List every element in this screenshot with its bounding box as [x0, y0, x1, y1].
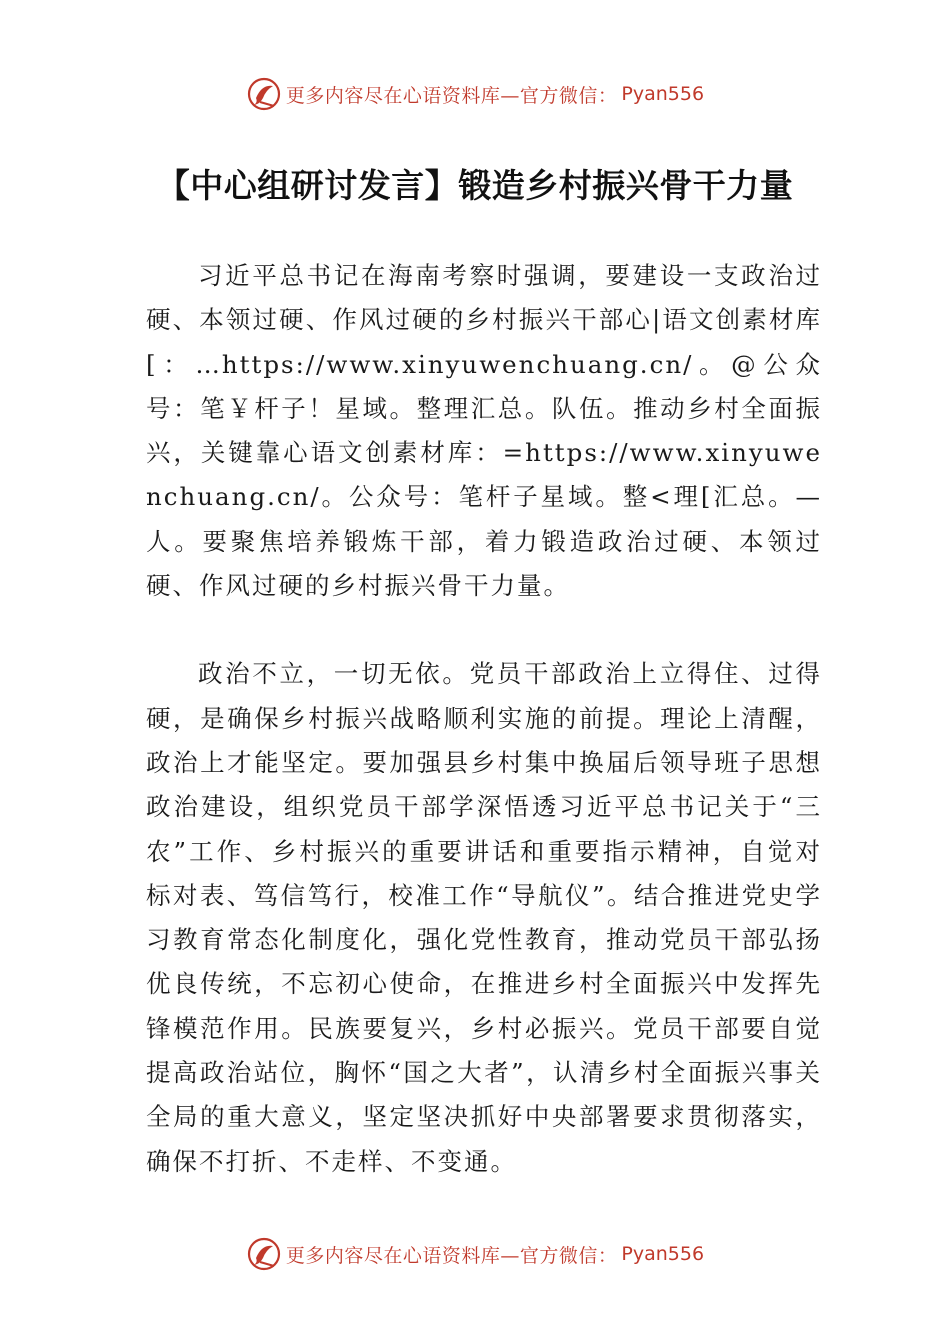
header-banner	[0, 72, 950, 116]
footer-wechat-id: Pyan556	[621, 1243, 705, 1265]
footer-banner-text: 更多内容尽在心语资料库—官方微信：	[285, 1244, 618, 1267]
header-banner-text: 更多内容尽在心语资料库—官方微信：	[285, 84, 618, 107]
footer-banner	[0, 1232, 950, 1276]
paragraph-1: 习近平总书记在海南考察时强调，要建设一支政治过硬、本领过硬、作风过硬的乡村振兴干部心|语文创素材库[：…https://www.xinyuwenchuang.cn/。@公众号：笔￥杆子！星域。整理汇总。队伍。推动乡村全面振兴，关键靠心语文创素材库：=https://www.xinyuwenchuang.cn/。公众号：笔杆子星域。整<理[汇总。—人。要聚焦培养锻炼干部，着力锻造政治过硬、本领过硬、作风过硬的乡村振兴骨干力量。	[146, 261, 822, 601]
brand-logo-icon	[246, 76, 282, 112]
header-wechat-id: Pyan556	[621, 83, 705, 105]
paragraph-2: 政治不立，一切无依。党员干部政治上立得住、过得硬，是确保乡村振兴战略顺利实施的前提。理论上清醒，政治上才能坚定。要加强县乡村集中换届后领导班子思想政治建设，组织党员干部学深悟透习近平总书记关于“三农”工作、乡村振兴的重要讲话和重要指示精神，自觉对标对表、笃信笃行，校准工作“导航仪”。结合推进党史学习教育常态化制度化，强化党性教育，推动党员干部弘扬优良传统，不忘初心使命，在推进乡村全面振兴中发挥先锋模范作用。民族要复兴，乡村必振兴。党员干部要自觉提高政治站位，胸怀“国之大者”，认清乡村全面振兴事关全局的重大意义，坚定坚决抓好中央部署要求贯彻落实，确保不打折、不走样、不变通。	[146, 659, 822, 1176]
brand-logo-icon	[246, 1236, 282, 1272]
page-title: 【中心组研讨发言】锻造乡村振兴骨干力量	[156, 166, 794, 205]
article-body	[146, 254, 822, 1184]
